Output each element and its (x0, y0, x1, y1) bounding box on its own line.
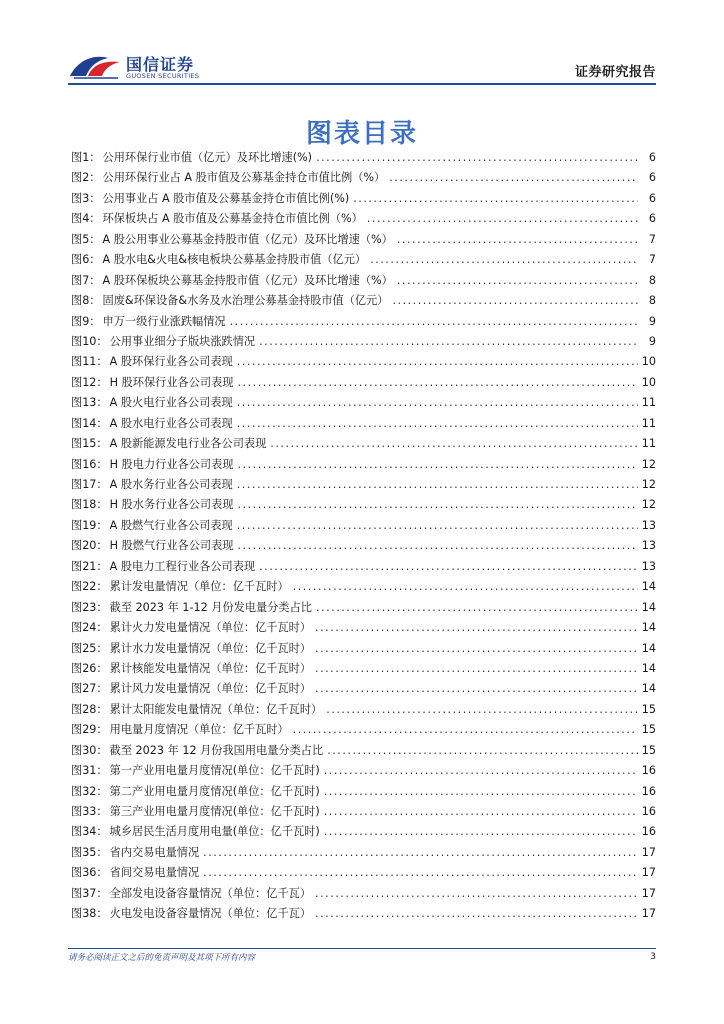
figure-index-entry[interactable] (71, 863, 656, 883)
dot-leader (316, 148, 638, 168)
figure-number: 图36： (71, 866, 108, 880)
figure-page-number: 14 (641, 600, 656, 614)
figure-number: 图22： (71, 580, 108, 594)
figure-caption: 全部发电设备容量情况（单位：亿千瓦） (109, 886, 312, 900)
figure-caption: 用电量月度情况（单位：亿千瓦时） (109, 723, 289, 737)
figure-caption: A 股电力工程行业各公司表现 (109, 559, 256, 573)
figure-number: 图29： (71, 723, 108, 737)
figure-index-entry[interactable] (71, 250, 656, 270)
figure-number: 图38： (71, 907, 108, 921)
figure-caption: 省间交易电量情况 (109, 866, 200, 880)
figure-number: 图37： (71, 886, 108, 900)
figure-index-entry[interactable] (71, 679, 656, 699)
figure-page-number: 16 (641, 784, 656, 798)
figure-index-entry[interactable] (71, 639, 656, 659)
figure-index-entry[interactable] (71, 618, 656, 638)
guosen-logo-icon (68, 52, 122, 80)
figure-caption: 固废&环保设备&水务及水治理公募基金持股市值（亿元） (102, 294, 389, 308)
figure-index-entry[interactable] (71, 230, 656, 250)
figure-index-entry[interactable] (71, 168, 656, 188)
figure-caption: H 股环保行业各公司表现 (109, 375, 234, 389)
dot-leader (324, 761, 638, 781)
figure-page-number: 6 (648, 191, 656, 205)
guosen-logo (68, 50, 208, 82)
figure-page-number: 17 (641, 845, 656, 859)
figure-page-number: 9 (648, 334, 656, 348)
figure-page-number: 13 (641, 518, 656, 532)
figure-number: 图19： (71, 518, 108, 532)
figure-number: 图11： (71, 355, 108, 369)
figure-index-entry[interactable] (71, 536, 656, 556)
figure-index-entry[interactable] (71, 720, 656, 740)
figure-index-entry[interactable] (71, 455, 656, 475)
figure-number: 图7： (71, 273, 101, 287)
figure-index-entry[interactable] (71, 434, 656, 454)
figure-page-number: 17 (641, 886, 656, 900)
figure-index-entry[interactable] (71, 802, 656, 822)
figure-index-entry[interactable] (71, 843, 656, 863)
figure-index-entry[interactable] (71, 659, 656, 679)
figure-caption: A 股水电&火电&核电板块公募基金持股市值（亿元） (102, 253, 367, 267)
figure-page-number: 6 (648, 212, 656, 226)
figure-page-number: 15 (641, 723, 656, 737)
dot-leader (315, 639, 638, 659)
figure-index-entry[interactable] (71, 271, 656, 291)
figure-caption: A 股环保行业各公司表现 (109, 355, 233, 369)
figure-page-number: 13 (641, 559, 656, 573)
figure-page-number: 8 (648, 294, 656, 308)
dot-leader (370, 250, 638, 270)
figure-page-number: 12 (641, 498, 656, 512)
figure-number: 图31： (71, 764, 108, 778)
figure-number: 图15： (71, 437, 108, 451)
figure-page-number: 10 (641, 375, 656, 389)
dot-leader (230, 312, 638, 332)
figure-caption: 公用事业占 A 股市值及公募基金持仓市值比例(%) (102, 191, 350, 205)
figure-number: 图28： (71, 702, 108, 716)
figure-index-entry[interactable] (71, 312, 656, 332)
figure-page-number: 13 (641, 539, 656, 553)
dot-leader (259, 332, 638, 352)
dot-leader (316, 598, 638, 618)
dot-leader (324, 802, 638, 822)
figure-caption: A 股燃气行业各公司表现 (109, 518, 233, 532)
dot-leader (203, 843, 638, 863)
figure-caption: H 股水务行业各公司表现 (109, 498, 234, 512)
figure-index-entry[interactable] (71, 475, 656, 495)
dot-leader (237, 475, 638, 495)
dot-leader (397, 271, 638, 291)
dot-leader (270, 434, 637, 454)
figure-number: 图8： (71, 294, 101, 308)
figure-index-entry[interactable] (71, 414, 656, 434)
figure-number: 图27： (71, 682, 108, 696)
figure-caption: A 股水电行业各公司表现 (109, 416, 233, 430)
figure-page-number: 9 (648, 314, 656, 328)
figure-caption: 截至 2023 年 1-12 月份发电量分类占比 (109, 600, 312, 614)
dot-leader (237, 393, 638, 413)
figure-number: 图6： (71, 253, 101, 267)
figure-page-number: 11 (641, 396, 656, 410)
figure-page-number: 12 (641, 457, 656, 471)
figure-caption: A 股水务行业各公司表现 (109, 478, 233, 491)
figure-page-number: 6 (648, 171, 656, 185)
figure-number: 图16： (71, 457, 108, 471)
header-divider (68, 83, 656, 85)
logo-english-name: GUOSEN SECURITIES (126, 72, 200, 80)
figure-page-number: 10 (641, 355, 656, 369)
figure-caption: A 股火电行业各公司表现 (109, 396, 233, 410)
figure-page-number: 6 (648, 151, 656, 164)
figure-index-entry[interactable] (71, 557, 656, 577)
figure-number: 图33： (71, 805, 108, 818)
figure-caption: 截至 2023 年 12 月份我国用电量分类占比 (109, 743, 324, 757)
figure-index-entry[interactable] (71, 598, 656, 618)
figure-page-number: 8 (648, 273, 656, 287)
figure-number: 图2： (71, 171, 101, 185)
figure-number: 图17： (71, 478, 108, 491)
figure-caption: A 股公用事业公募基金持股市值（亿元）及环比增速（%） (102, 232, 393, 246)
dot-leader (367, 209, 638, 229)
figure-page-number: 11 (641, 437, 656, 451)
figure-index-entry[interactable] (71, 189, 656, 209)
figure-index-entry[interactable] (71, 209, 656, 229)
figure-page-number: 7 (648, 232, 656, 246)
figure-caption: 累计水力发电量情况（单位：亿千瓦时） (109, 641, 312, 655)
figure-index-list (71, 148, 656, 925)
figure-page-number: 14 (641, 641, 656, 655)
figure-index-entry[interactable] (71, 332, 656, 352)
figure-caption: A 股环保板块公募基金持股市值（亿元）及环比增速（%） (102, 273, 393, 287)
figure-index-entry[interactable] (71, 904, 656, 924)
dot-leader (392, 291, 638, 311)
figure-caption: 公用环保行业市值（亿元）及环比增速(%) (102, 151, 313, 164)
figure-page-number: 14 (641, 580, 656, 594)
figure-caption: H 股燃气行业各公司表现 (109, 539, 234, 553)
figure-caption: 公用环保行业占 A 股市值及公募基金持仓市值比例（%） (102, 171, 386, 185)
figure-caption: 第三产业用电量月度情况(单位：亿千瓦时) (109, 805, 320, 818)
figure-number: 图3： (71, 191, 101, 205)
figure-index-entry[interactable] (71, 495, 656, 515)
figure-index-entry[interactable] (71, 741, 656, 761)
dot-leader (237, 455, 637, 475)
figure-number: 图24： (71, 621, 108, 635)
dot-leader (315, 884, 638, 904)
figure-number: 图13： (71, 396, 108, 410)
dot-leader (259, 557, 638, 577)
figure-page-number: 16 (641, 805, 656, 818)
figure-page-number: 14 (641, 621, 656, 635)
figure-number: 图9： (71, 314, 101, 328)
figure-index-entry[interactable] (71, 761, 656, 781)
figure-index-entry[interactable] (71, 291, 656, 311)
figure-caption: 火电发电设备容量情况（单位：亿千瓦） (109, 907, 312, 921)
dot-leader (237, 373, 637, 393)
footer-disclaimer: 请务必阅读正文之后的免责声明及其项下所有内容 (68, 953, 256, 963)
dot-leader (353, 189, 638, 209)
figure-caption: 环保板块占 A 股市值及公募基金持仓市值比例（%） (102, 212, 363, 226)
figure-index-entry[interactable] (71, 148, 656, 168)
figure-index-title: 图表目录 (305, 119, 418, 149)
figure-caption: 累计发电量情况（单位：亿千瓦时） (109, 580, 289, 594)
figure-index-entry[interactable] (71, 373, 656, 393)
report-type-label: 证券研究报告 (574, 65, 656, 80)
figure-index-entry[interactable] (71, 822, 656, 842)
figure-number: 图5： (71, 232, 101, 246)
figure-caption: 省内交易电量情况 (109, 845, 200, 859)
figure-page-number: 17 (641, 907, 656, 921)
figure-number: 图1： (71, 151, 101, 164)
figure-number: 图25： (71, 641, 108, 655)
figure-page-number: 17 (641, 866, 656, 880)
figure-caption: 累计太阳能发电量情况（单位：亿千瓦时） (109, 702, 323, 716)
dot-leader (324, 822, 638, 842)
figure-caption: 第一产业用电量月度情况(单位：亿千瓦时) (109, 764, 320, 778)
figure-page-number: 15 (641, 702, 656, 716)
figure-number: 图34： (71, 825, 108, 839)
figure-number: 图14： (71, 416, 108, 430)
dot-leader (237, 495, 637, 515)
figure-number: 图18： (71, 498, 108, 512)
figure-caption: H 股电力行业各公司表现 (109, 457, 234, 471)
logo-chinese-name: 国信证券 (126, 55, 195, 74)
figure-number: 图35： (71, 845, 108, 859)
dot-leader (237, 414, 638, 434)
dot-leader (397, 230, 638, 250)
figure-caption: 第二产业用电量月度情况(单位：亿千瓦时) (109, 784, 320, 798)
figure-page-number: 16 (641, 764, 656, 778)
dot-leader (315, 659, 638, 679)
figure-number: 图30： (71, 743, 108, 757)
page-header (68, 50, 656, 82)
figure-index-entry[interactable] (71, 700, 656, 720)
figure-page-number: 7 (648, 253, 656, 267)
figure-index-entry[interactable] (71, 884, 656, 904)
dot-leader (237, 536, 637, 556)
figure-number: 图4： (71, 212, 101, 226)
dot-leader (293, 577, 638, 597)
dot-leader (315, 904, 638, 924)
dot-leader (324, 782, 638, 802)
figure-caption: A 股新能源发电行业各公司表现 (109, 437, 267, 451)
dot-leader (327, 741, 638, 761)
page-number: 3 (650, 952, 656, 962)
dot-leader (389, 168, 638, 188)
figure-caption: 城乡居民生活月度用电量(单位：亿千瓦时) (109, 825, 320, 839)
dot-leader (326, 700, 638, 720)
figure-number: 图32： (71, 784, 108, 798)
figure-page-number: 12 (641, 478, 656, 491)
figure-page-number: 15 (641, 743, 656, 757)
figure-index-entry[interactable] (71, 516, 656, 536)
figure-index-entry[interactable] (71, 352, 656, 372)
figure-page-number: 11 (641, 416, 656, 430)
figure-number: 图10： (71, 334, 108, 348)
figure-number: 图12： (71, 375, 108, 389)
figure-caption: 累计核能发电量情况（单位：亿千瓦时） (109, 661, 312, 675)
dot-leader (237, 516, 638, 536)
dot-leader (237, 352, 638, 372)
figure-number: 图20： (71, 539, 108, 553)
dot-leader (315, 679, 638, 699)
figure-caption: 累计风力发电量情况（单位：亿千瓦时） (109, 682, 312, 696)
figure-page-number: 14 (641, 661, 656, 675)
figure-caption: 公用事业细分子版块涨跌情况 (109, 334, 256, 348)
figure-index-entry[interactable] (71, 782, 656, 802)
figure-caption: 申万一级行业涨跌幅情况 (102, 314, 226, 328)
figure-number: 图23： (71, 600, 108, 614)
dot-leader (203, 863, 638, 883)
figure-index-entry[interactable] (71, 577, 656, 597)
figure-caption: 累计火力发电量情况（单位：亿千瓦时） (109, 621, 312, 635)
footer-divider (68, 948, 656, 949)
dot-leader (293, 720, 638, 740)
figure-page-number: 14 (641, 682, 656, 696)
figure-page-number: 16 (641, 825, 656, 839)
figure-number: 图21： (71, 559, 108, 573)
figure-number: 图26： (71, 661, 108, 675)
figure-index-entry[interactable] (71, 393, 656, 413)
dot-leader (315, 618, 638, 638)
